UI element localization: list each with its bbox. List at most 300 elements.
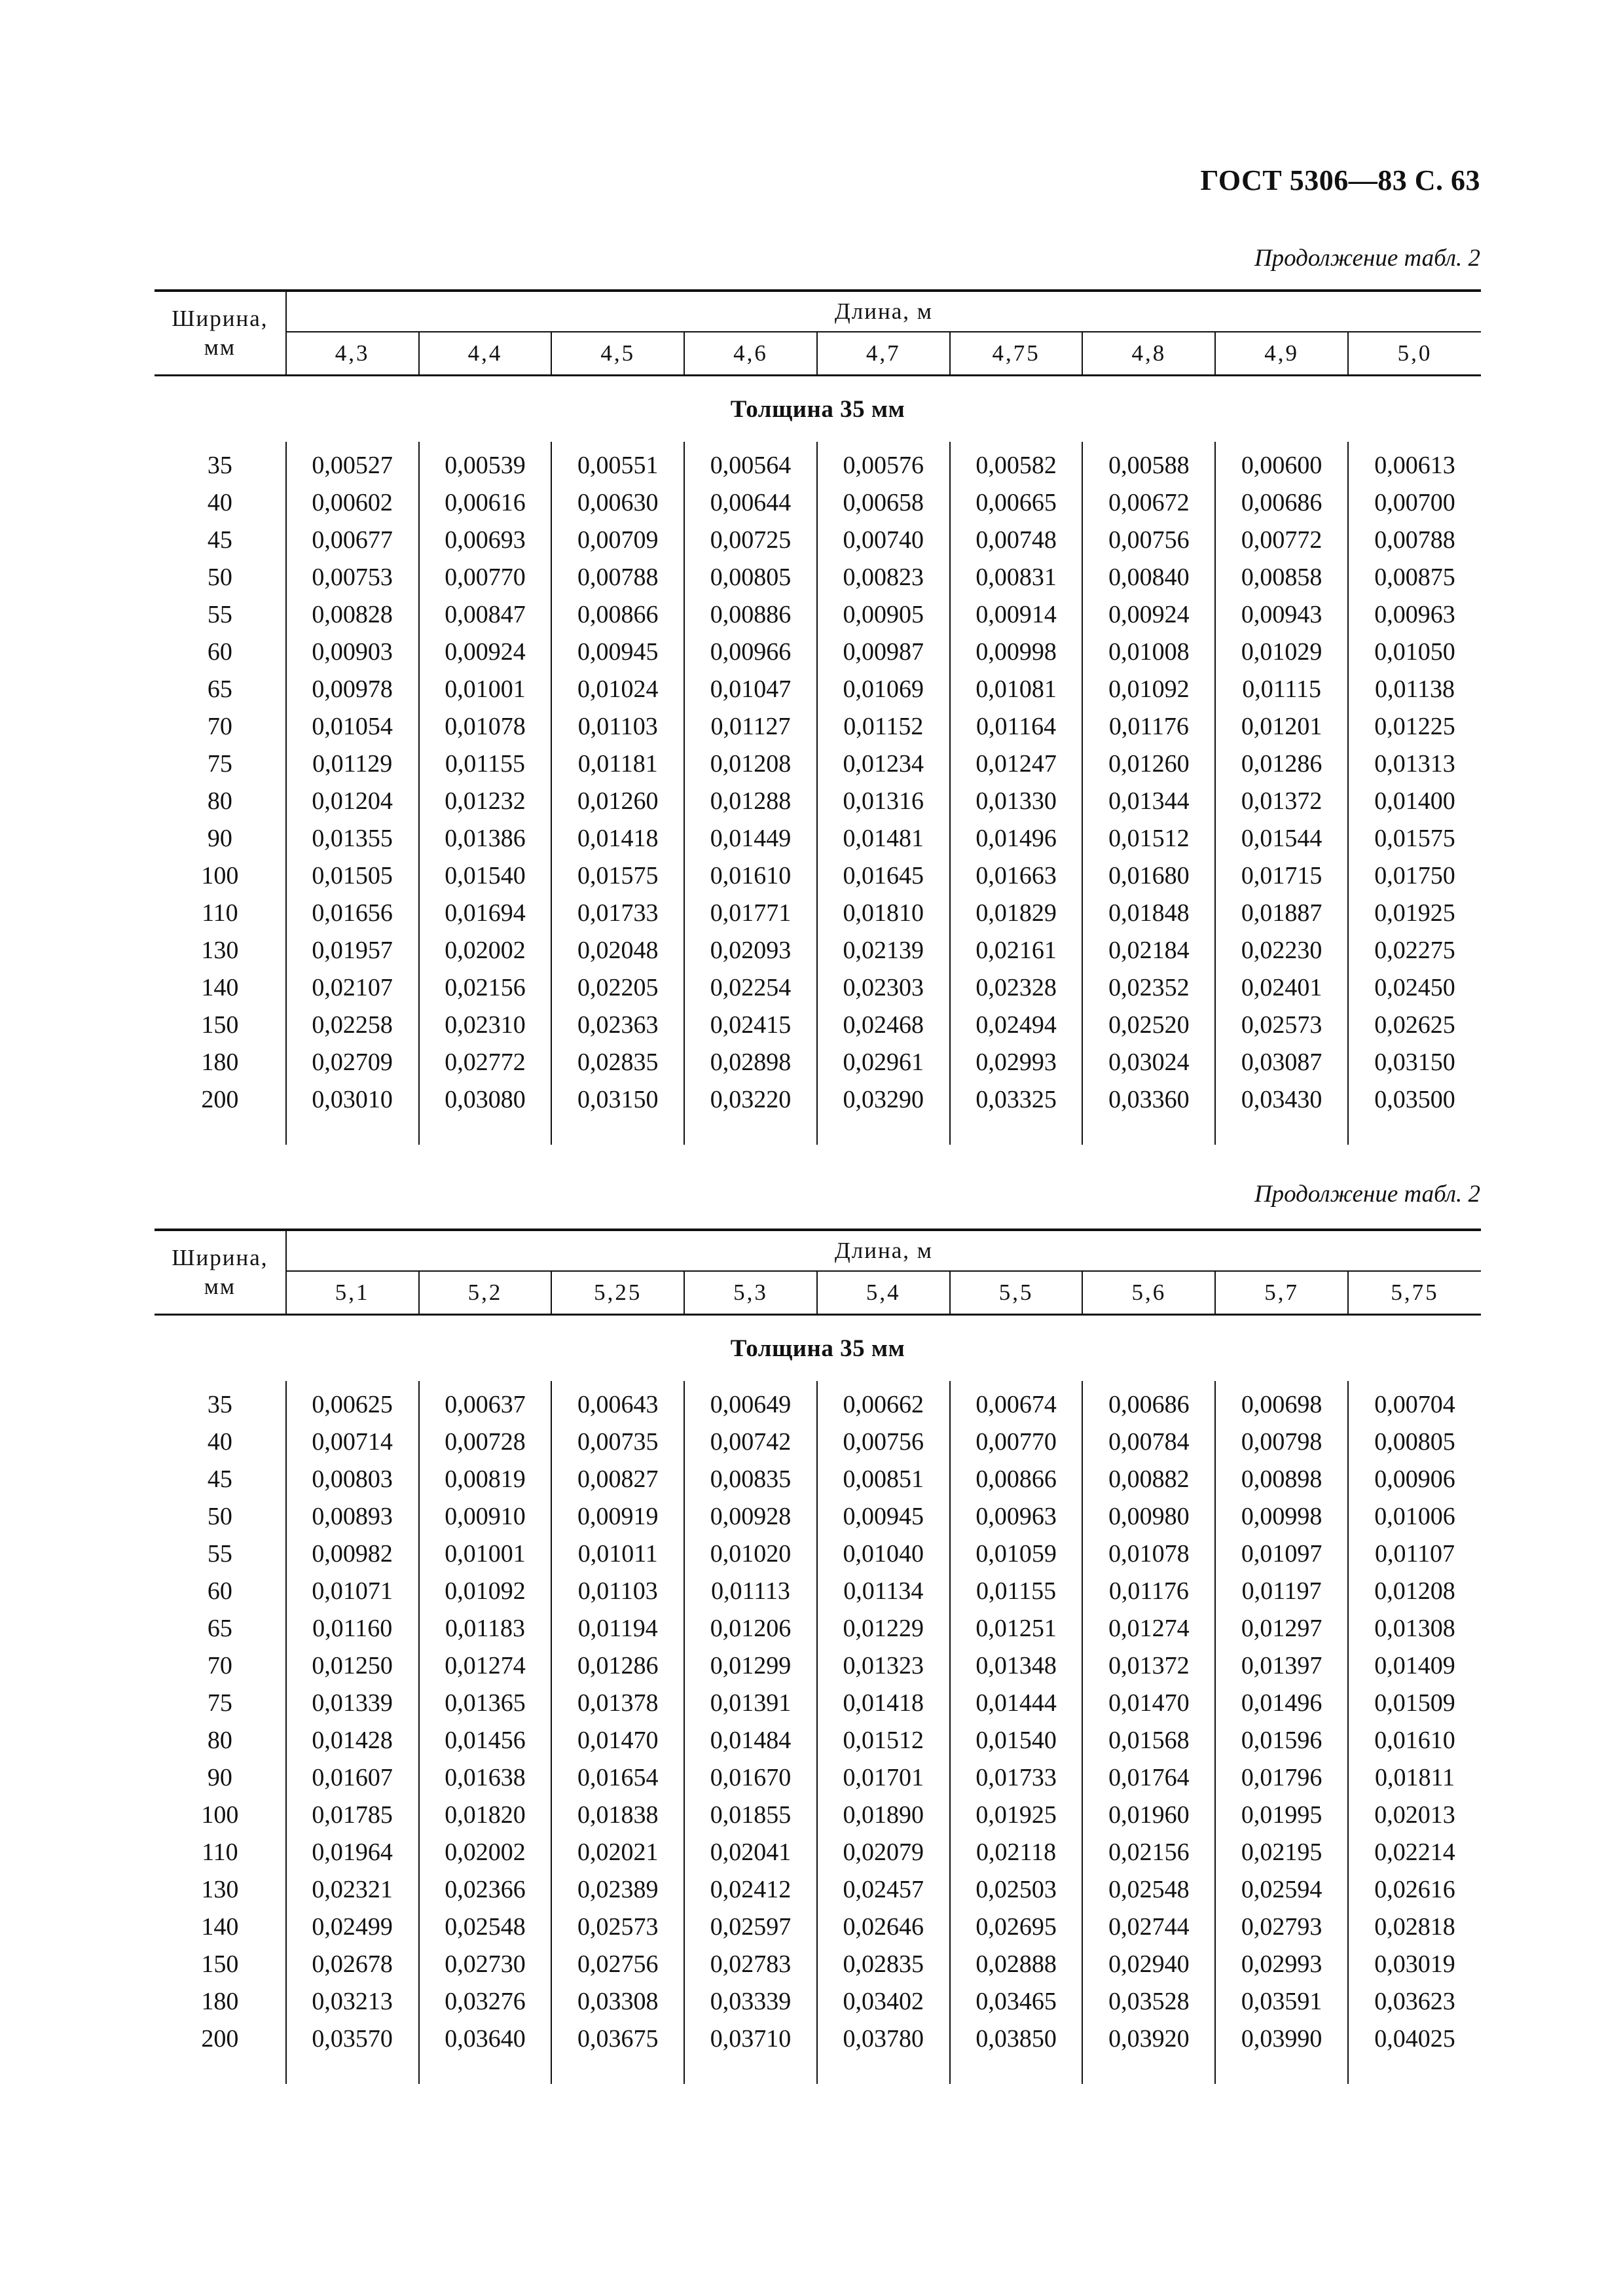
volume-cell: 0,01568 bbox=[1082, 1722, 1215, 1759]
volume-cell: 0,01656 bbox=[286, 895, 419, 932]
volume-cell: 0,02793 bbox=[1215, 1909, 1348, 1946]
table-row bbox=[155, 932, 1481, 969]
length-column-header: 5,4 bbox=[817, 1271, 950, 1315]
width-cell: 55 bbox=[207, 601, 232, 628]
volume-cell: 0,01397 bbox=[1215, 1647, 1348, 1685]
volume-cell: 0,01638 bbox=[419, 1759, 552, 1797]
volume-table-2 bbox=[155, 1229, 1481, 2084]
volume-cell: 0,00963 bbox=[950, 1498, 1083, 1535]
volume-cell: 0,01001 bbox=[419, 1535, 552, 1573]
volume-cell: 0,02254 bbox=[684, 969, 817, 1007]
width-header-unit: мм bbox=[204, 334, 236, 360]
volume-cell: 0,01391 bbox=[684, 1685, 817, 1722]
volume-cell: 0,03360 bbox=[1082, 1081, 1215, 1119]
volume-cell: 0,03675 bbox=[551, 2020, 684, 2058]
volume-cell: 0,01330 bbox=[950, 783, 1083, 820]
volume-cell: 0,02214 bbox=[1348, 1834, 1481, 1871]
volume-cell: 0,00613 bbox=[1348, 447, 1481, 484]
volume-cell: 0,00756 bbox=[817, 1424, 950, 1461]
volume-cell: 0,02048 bbox=[551, 932, 684, 969]
volume-cell: 0,01890 bbox=[817, 1797, 950, 1834]
volume-cell: 0,03308 bbox=[551, 1983, 684, 2020]
volume-cell: 0,00770 bbox=[419, 559, 552, 596]
volume-cell: 0,00847 bbox=[419, 596, 552, 634]
table-row bbox=[155, 1498, 1481, 1535]
volume-cell: 0,01160 bbox=[286, 1610, 419, 1647]
volume-cell: 0,02321 bbox=[286, 1871, 419, 1909]
volume-cell: 0,01386 bbox=[419, 820, 552, 857]
volume-cell: 0,01020 bbox=[684, 1535, 817, 1573]
volume-cell: 0,00637 bbox=[419, 1386, 552, 1424]
volume-cell: 0,00644 bbox=[684, 484, 817, 522]
table-row bbox=[155, 1834, 1481, 1871]
volume-cell: 0,02678 bbox=[286, 1946, 419, 1983]
width-cell: 55 bbox=[207, 1540, 232, 1568]
volume-cell: 0,01512 bbox=[817, 1722, 950, 1759]
volume-cell: 0,02363 bbox=[551, 1007, 684, 1044]
volume-cell: 0,02499 bbox=[286, 1909, 419, 1946]
volume-cell: 0,00982 bbox=[286, 1535, 419, 1573]
volume-cell: 0,00840 bbox=[1082, 559, 1215, 596]
volume-cell: 0,01484 bbox=[684, 1722, 817, 1759]
volume-cell: 0,01247 bbox=[950, 745, 1083, 783]
volume-cell: 0,00828 bbox=[286, 596, 419, 634]
table-row bbox=[155, 1535, 1481, 1573]
table-row bbox=[155, 1647, 1481, 1685]
volume-cell: 0,00602 bbox=[286, 484, 419, 522]
table-row bbox=[155, 857, 1481, 895]
volume-cell: 0,02002 bbox=[419, 932, 552, 969]
width-cell: 75 bbox=[207, 750, 232, 778]
volume-cell: 0,01610 bbox=[684, 857, 817, 895]
volume-cell: 0,01796 bbox=[1215, 1759, 1348, 1797]
volume-cell: 0,03150 bbox=[551, 1081, 684, 1119]
volume-cell: 0,00945 bbox=[551, 634, 684, 671]
volume-cell: 0,02993 bbox=[1215, 1946, 1348, 1983]
length-column-header: 4,75 bbox=[950, 332, 1083, 376]
volume-cell: 0,01607 bbox=[286, 1759, 419, 1797]
volume-cell: 0,02275 bbox=[1348, 932, 1481, 969]
volume-cell: 0,03850 bbox=[950, 2020, 1083, 2058]
width-cell: 90 bbox=[207, 1764, 232, 1791]
volume-cell: 0,01129 bbox=[286, 745, 419, 783]
volume-cell: 0,02415 bbox=[684, 1007, 817, 1044]
table-row bbox=[155, 1871, 1481, 1909]
volume-cell: 0,02156 bbox=[419, 969, 552, 1007]
volume-cell: 0,01260 bbox=[1082, 745, 1215, 783]
length-column-header: 4,4 bbox=[419, 332, 552, 376]
volume-cell: 0,00649 bbox=[684, 1386, 817, 1424]
width-header-unit: мм bbox=[204, 1274, 236, 1299]
volume-cell: 0,01181 bbox=[551, 745, 684, 783]
volume-table-1 bbox=[155, 289, 1481, 1145]
volume-cell: 0,00674 bbox=[950, 1386, 1083, 1424]
length-column-header: 5,3 bbox=[684, 1271, 817, 1315]
volume-cell: 0,01733 bbox=[950, 1759, 1083, 1797]
volume-cell: 0,02503 bbox=[950, 1871, 1083, 1909]
volume-cell: 0,01575 bbox=[1348, 820, 1481, 857]
volume-cell: 0,01103 bbox=[551, 1573, 684, 1610]
width-cell: 130 bbox=[201, 1876, 239, 1903]
volume-cell: 0,01339 bbox=[286, 1685, 419, 1722]
volume-cell: 0,01071 bbox=[286, 1573, 419, 1610]
volume-cell: 0,01011 bbox=[551, 1535, 684, 1573]
volume-cell: 0,01274 bbox=[419, 1647, 552, 1685]
volume-cell: 0,00686 bbox=[1215, 484, 1348, 522]
volume-cell: 0,01313 bbox=[1348, 745, 1481, 783]
volume-cell: 0,01496 bbox=[950, 820, 1083, 857]
table-row bbox=[155, 1685, 1481, 1722]
width-cell: 140 bbox=[201, 974, 239, 1001]
width-cell: 45 bbox=[207, 1465, 232, 1493]
volume-cell: 0,00725 bbox=[684, 522, 817, 559]
volume-cell: 0,02468 bbox=[817, 1007, 950, 1044]
table-row bbox=[155, 1946, 1481, 1983]
volume-cell: 0,03465 bbox=[950, 1983, 1083, 2020]
length-column-header: 5,2 bbox=[419, 1271, 552, 1315]
volume-cell: 0,02494 bbox=[950, 1007, 1083, 1044]
volume-cell: 0,03780 bbox=[817, 2020, 950, 2058]
volume-cell: 0,01029 bbox=[1215, 634, 1348, 671]
volume-cell: 0,00662 bbox=[817, 1386, 950, 1424]
volume-cell: 0,01960 bbox=[1082, 1797, 1215, 1834]
volume-cell: 0,00788 bbox=[1348, 522, 1481, 559]
volume-cell: 0,01288 bbox=[684, 783, 817, 820]
volume-cell: 0,00700 bbox=[1348, 484, 1481, 522]
volume-cell: 0,00998 bbox=[1215, 1498, 1348, 1535]
volume-cell: 0,02139 bbox=[817, 932, 950, 969]
volume-cell: 0,02093 bbox=[684, 932, 817, 969]
volume-cell: 0,00906 bbox=[1348, 1461, 1481, 1498]
table-row bbox=[155, 2020, 1481, 2058]
volume-cell: 0,00756 bbox=[1082, 522, 1215, 559]
volume-cell: 0,00630 bbox=[551, 484, 684, 522]
volume-cell: 0,02107 bbox=[286, 969, 419, 1007]
volume-cell: 0,01887 bbox=[1215, 895, 1348, 932]
volume-cell: 0,01428 bbox=[286, 1722, 419, 1759]
volume-cell: 0,01197 bbox=[1215, 1573, 1348, 1610]
volume-cell: 0,03220 bbox=[684, 1081, 817, 1119]
width-cell: 60 bbox=[207, 638, 232, 666]
table-row bbox=[155, 1610, 1481, 1647]
volume-cell: 0,02520 bbox=[1082, 1007, 1215, 1044]
volume-cell: 0,00805 bbox=[684, 559, 817, 596]
volume-cell: 0,03430 bbox=[1215, 1081, 1348, 1119]
volume-cell: 0,00928 bbox=[684, 1498, 817, 1535]
width-cell: 45 bbox=[207, 526, 232, 554]
volume-cell: 0,03591 bbox=[1215, 1983, 1348, 2020]
volume-cell: 0,03150 bbox=[1348, 1044, 1481, 1081]
volume-cell: 0,00851 bbox=[817, 1461, 950, 1498]
volume-cell: 0,01829 bbox=[950, 895, 1083, 932]
volume-cell: 0,00914 bbox=[950, 596, 1083, 634]
volume-cell: 0,00698 bbox=[1215, 1386, 1348, 1424]
length-column-header: 4,9 bbox=[1215, 332, 1348, 376]
volume-cell: 0,01409 bbox=[1348, 1647, 1481, 1685]
volume-cell: 0,00643 bbox=[551, 1386, 684, 1424]
volume-cell: 0,01152 bbox=[817, 708, 950, 745]
volume-cell: 0,00551 bbox=[551, 447, 684, 484]
volume-cell: 0,01225 bbox=[1348, 708, 1481, 745]
volume-cell: 0,00924 bbox=[419, 634, 552, 671]
table-row bbox=[155, 1983, 1481, 2020]
thickness-section-title: Толщина 35 мм bbox=[730, 1335, 905, 1362]
volume-cell: 0,03920 bbox=[1082, 2020, 1215, 2058]
volume-cell: 0,01764 bbox=[1082, 1759, 1215, 1797]
volume-cell: 0,00980 bbox=[1082, 1498, 1215, 1535]
volume-cell: 0,00527 bbox=[286, 447, 419, 484]
volume-cell: 0,00898 bbox=[1215, 1461, 1348, 1498]
width-cell: 180 bbox=[201, 1988, 239, 2015]
width-cell: 50 bbox=[207, 564, 232, 591]
volume-cell: 0,03339 bbox=[684, 1983, 817, 2020]
volume-cell: 0,03500 bbox=[1348, 1081, 1481, 1119]
volume-cell: 0,00564 bbox=[684, 447, 817, 484]
table-row bbox=[155, 783, 1481, 820]
volume-cell: 0,02695 bbox=[950, 1909, 1083, 1946]
volume-cell: 0,03010 bbox=[286, 1081, 419, 1119]
volume-cell: 0,00740 bbox=[817, 522, 950, 559]
length-column-header: 4,5 bbox=[551, 332, 684, 376]
volume-cell: 0,00893 bbox=[286, 1498, 419, 1535]
width-cell: 35 bbox=[207, 452, 232, 479]
volume-cell: 0,02573 bbox=[1215, 1007, 1348, 1044]
volume-cell: 0,01540 bbox=[419, 857, 552, 895]
volume-cell: 0,01081 bbox=[950, 671, 1083, 708]
table-row bbox=[155, 1797, 1481, 1834]
volume-cell: 0,01512 bbox=[1082, 820, 1215, 857]
table-row bbox=[155, 634, 1481, 671]
table-row bbox=[155, 484, 1481, 522]
volume-cell: 0,00866 bbox=[950, 1461, 1083, 1498]
volume-cell: 0,01470 bbox=[1082, 1685, 1215, 1722]
volume-cell: 0,00919 bbox=[551, 1498, 684, 1535]
volume-cell: 0,02709 bbox=[286, 1044, 419, 1081]
volume-cell: 0,01260 bbox=[551, 783, 684, 820]
length-column-header: 5,25 bbox=[551, 1271, 684, 1315]
volume-cell: 0,01008 bbox=[1082, 634, 1215, 671]
table-row bbox=[155, 745, 1481, 783]
table-row bbox=[155, 1081, 1481, 1119]
volume-cell: 0,00770 bbox=[950, 1424, 1083, 1461]
volume-cell: 0,01995 bbox=[1215, 1797, 1348, 1834]
volume-cell: 0,00582 bbox=[950, 447, 1083, 484]
volume-cell: 0,03087 bbox=[1215, 1044, 1348, 1081]
volume-cell: 0,02961 bbox=[817, 1044, 950, 1081]
volume-cell: 0,00728 bbox=[419, 1424, 552, 1461]
volume-cell: 0,02625 bbox=[1348, 1007, 1481, 1044]
volume-cell: 0,00772 bbox=[1215, 522, 1348, 559]
volume-cell: 0,02548 bbox=[419, 1909, 552, 1946]
volume-cell: 0,02303 bbox=[817, 969, 950, 1007]
width-cell: 140 bbox=[201, 1913, 239, 1941]
volume-cell: 0,01208 bbox=[1348, 1573, 1481, 1610]
volume-cell: 0,01069 bbox=[817, 671, 950, 708]
volume-cell: 0,03623 bbox=[1348, 1983, 1481, 2020]
volume-cell: 0,01176 bbox=[1082, 1573, 1215, 1610]
volume-cell: 0,02389 bbox=[551, 1871, 684, 1909]
volume-cell: 0,02744 bbox=[1082, 1909, 1215, 1946]
volume-cell: 0,00753 bbox=[286, 559, 419, 596]
volume-cell: 0,03080 bbox=[419, 1081, 552, 1119]
volume-cell: 0,01286 bbox=[551, 1647, 684, 1685]
volume-cell: 0,01050 bbox=[1348, 634, 1481, 671]
volume-cell: 0,01372 bbox=[1082, 1647, 1215, 1685]
volume-cell: 0,03019 bbox=[1348, 1946, 1481, 1983]
volume-cell: 0,01127 bbox=[684, 708, 817, 745]
volume-cell: 0,02888 bbox=[950, 1946, 1083, 1983]
volume-cell: 0,01164 bbox=[950, 708, 1083, 745]
volume-cell: 0,02205 bbox=[551, 969, 684, 1007]
table-row bbox=[155, 671, 1481, 708]
volume-cell: 0,01509 bbox=[1348, 1685, 1481, 1722]
table-row bbox=[155, 1386, 1481, 1424]
volume-cell: 0,01299 bbox=[684, 1647, 817, 1685]
volume-cell: 0,01838 bbox=[551, 1797, 684, 1834]
volume-cell: 0,00748 bbox=[950, 522, 1083, 559]
volume-cell: 0,01092 bbox=[419, 1573, 552, 1610]
volume-cell: 0,02079 bbox=[817, 1834, 950, 1871]
volume-cell: 0,01176 bbox=[1082, 708, 1215, 745]
volume-cell: 0,00665 bbox=[950, 484, 1083, 522]
table-row bbox=[155, 1909, 1481, 1946]
width-cell: 70 bbox=[207, 713, 232, 740]
volume-cell: 0,01194 bbox=[551, 1610, 684, 1647]
volume-cell: 0,02730 bbox=[419, 1946, 552, 1983]
volume-cell: 0,01348 bbox=[950, 1647, 1083, 1685]
volume-cell: 0,01059 bbox=[950, 1535, 1083, 1573]
volume-cell: 0,00882 bbox=[1082, 1461, 1215, 1498]
volume-cell: 0,00858 bbox=[1215, 559, 1348, 596]
volume-cell: 0,02616 bbox=[1348, 1871, 1481, 1909]
volume-cell: 0,01138 bbox=[1348, 671, 1481, 708]
volume-cell: 0,01771 bbox=[684, 895, 817, 932]
volume-cell: 0,01308 bbox=[1348, 1610, 1481, 1647]
volume-cell: 0,00742 bbox=[684, 1424, 817, 1461]
volume-cell: 0,01201 bbox=[1215, 708, 1348, 745]
volume-cell: 0,00600 bbox=[1215, 447, 1348, 484]
volume-cell: 0,01810 bbox=[817, 895, 950, 932]
width-cell: 65 bbox=[207, 1615, 232, 1642]
volume-cell: 0,01365 bbox=[419, 1685, 552, 1722]
width-cell: 100 bbox=[201, 862, 239, 889]
volume-cell: 0,01286 bbox=[1215, 745, 1348, 783]
length-column-header: 5,6 bbox=[1082, 1271, 1215, 1315]
volume-cell: 0,01155 bbox=[950, 1573, 1083, 1610]
volume-cell: 0,02021 bbox=[551, 1834, 684, 1871]
volume-cell: 0,00903 bbox=[286, 634, 419, 671]
volume-cell: 0,01054 bbox=[286, 708, 419, 745]
volume-cell: 0,03325 bbox=[950, 1081, 1083, 1119]
width-cell: 110 bbox=[202, 1839, 238, 1866]
volume-cell: 0,00966 bbox=[684, 634, 817, 671]
volume-cell: 0,01449 bbox=[684, 820, 817, 857]
volume-cell: 0,03570 bbox=[286, 2020, 419, 2058]
volume-cell: 0,02230 bbox=[1215, 932, 1348, 969]
width-header bbox=[155, 291, 286, 376]
length-column-header: 4,6 bbox=[684, 332, 817, 376]
volume-cell: 0,00963 bbox=[1348, 596, 1481, 634]
table-row bbox=[155, 596, 1481, 634]
volume-cell: 0,01470 bbox=[551, 1722, 684, 1759]
volume-cell: 0,00886 bbox=[684, 596, 817, 634]
volume-cell: 0,00588 bbox=[1082, 447, 1215, 484]
volume-cell: 0,01418 bbox=[817, 1685, 950, 1722]
volume-cell: 0,02835 bbox=[551, 1044, 684, 1081]
volume-cell: 0,00784 bbox=[1082, 1424, 1215, 1461]
length-column-header: 4,3 bbox=[286, 332, 419, 376]
volume-cell: 0,01092 bbox=[1082, 671, 1215, 708]
volume-cell: 0,03402 bbox=[817, 1983, 950, 2020]
volume-cell: 0,01078 bbox=[1082, 1535, 1215, 1573]
volume-cell: 0,02450 bbox=[1348, 969, 1481, 1007]
volume-cell: 0,02310 bbox=[419, 1007, 552, 1044]
volume-cell: 0,00539 bbox=[419, 447, 552, 484]
volume-cell: 0,02161 bbox=[950, 932, 1083, 969]
width-cell: 35 bbox=[207, 1391, 232, 1418]
volume-cell: 0,02818 bbox=[1348, 1909, 1481, 1946]
table-row bbox=[155, 895, 1481, 932]
volume-cell: 0,02352 bbox=[1082, 969, 1215, 1007]
volume-cell: 0,03990 bbox=[1215, 2020, 1348, 2058]
volume-cell: 0,00875 bbox=[1348, 559, 1481, 596]
volume-cell: 0,00943 bbox=[1215, 596, 1348, 634]
volume-cell: 0,00905 bbox=[817, 596, 950, 634]
volume-cell: 0,00616 bbox=[419, 484, 552, 522]
volume-cell: 0,03213 bbox=[286, 1983, 419, 2020]
volume-cell: 0,00714 bbox=[286, 1424, 419, 1461]
volume-cell: 0,01964 bbox=[286, 1834, 419, 1871]
width-cell: 200 bbox=[201, 1086, 239, 1113]
table-row bbox=[155, 1044, 1481, 1081]
volume-cell: 0,01047 bbox=[684, 671, 817, 708]
volume-cell: 0,01115 bbox=[1215, 671, 1348, 708]
volume-cell: 0,01820 bbox=[419, 1797, 552, 1834]
volume-cell: 0,01855 bbox=[684, 1797, 817, 1834]
width-cell: 150 bbox=[201, 1011, 239, 1039]
volume-cell: 0,01183 bbox=[419, 1610, 552, 1647]
volume-cell: 0,00823 bbox=[817, 559, 950, 596]
volume-cell: 0,02328 bbox=[950, 969, 1083, 1007]
continuation-label-1: Продолжение табл. 2 bbox=[1254, 245, 1480, 272]
volume-cell: 0,02412 bbox=[684, 1871, 817, 1909]
volume-cell: 0,02772 bbox=[419, 1044, 552, 1081]
continuation-label-2: Продолжение табл. 2 bbox=[1254, 1181, 1480, 1208]
volume-cell: 0,01496 bbox=[1215, 1685, 1348, 1722]
volume-cell: 0,02940 bbox=[1082, 1946, 1215, 1983]
volume-cell: 0,01750 bbox=[1348, 857, 1481, 895]
width-cell: 80 bbox=[207, 787, 232, 815]
volume-cell: 0,00735 bbox=[551, 1424, 684, 1461]
width-cell: 130 bbox=[201, 937, 239, 964]
width-cell: 90 bbox=[207, 825, 232, 852]
volume-cell: 0,00924 bbox=[1082, 596, 1215, 634]
volume-cell: 0,04025 bbox=[1348, 2020, 1481, 2058]
length-column-header: 5,5 bbox=[950, 1271, 1083, 1315]
volume-cell: 0,01418 bbox=[551, 820, 684, 857]
volume-cell: 0,01024 bbox=[551, 671, 684, 708]
volume-cell: 0,01733 bbox=[551, 895, 684, 932]
volume-cell: 0,01355 bbox=[286, 820, 419, 857]
width-cell: 65 bbox=[207, 675, 232, 703]
volume-cell: 0,00831 bbox=[950, 559, 1083, 596]
volume-cell: 0,01957 bbox=[286, 932, 419, 969]
volume-cell: 0,01208 bbox=[684, 745, 817, 783]
volume-cell: 0,00704 bbox=[1348, 1386, 1481, 1424]
volume-cell: 0,01575 bbox=[551, 857, 684, 895]
volume-cell: 0,01134 bbox=[817, 1573, 950, 1610]
table-row bbox=[155, 1007, 1481, 1044]
